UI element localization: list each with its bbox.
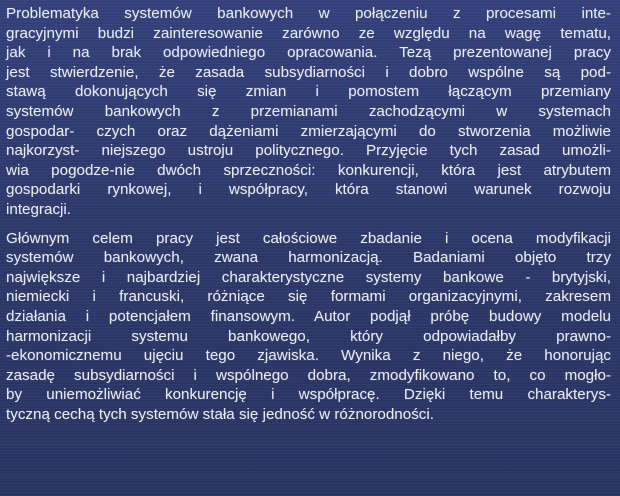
text-line: harmonizacji systemu bankowego, który odpowiadałby prawno- <box>6 327 611 345</box>
paragraph-1 <box>6 4 611 220</box>
text-line: by uniemożliwiać konkurencję i współpracę. Dzięki temu charakterys- <box>6 386 611 404</box>
text-line: niemiecki i francuski, różniące się formami organizacyjnymi, zakresem <box>6 288 611 306</box>
text-line: zasadę subsydiarności i wspólnego dobra, zmodyfikowano to, co mogło- <box>6 366 611 384</box>
text-line: integracji. <box>6 200 71 218</box>
text-line: działania i potencjałem finansowym. Autor podjął próbę budowy modelu <box>6 307 611 325</box>
text-line: -ekonomicznemu ujęciu tego zjawiska. Wynika z niego, że honorując <box>6 347 611 365</box>
text-line: Głównym celem pracy jest całościowe zbadanie i ocena modyfikacji <box>6 229 611 247</box>
text-line: największe i najbardziej charakterystyczne systemy bankowe - brytyjski, <box>6 268 611 286</box>
text-line: Problematyka systemów bankowych w połączeniu z procesami inte- <box>6 5 611 22</box>
text-line: systemów bankowych z przemianami zachodzącymi w systemach <box>6 102 611 120</box>
text-line: gospodar- czych oraz dążeniami zmierzającymi do stworzenia możliwie <box>6 122 611 140</box>
text-line: jak i na brak odpowiedniego opracowania. Tezą prezentowanej pracy <box>6 44 611 62</box>
paragraph-2 <box>6 229 611 425</box>
text-line: wia pogodze-nie dwóch sprzeczności: konkurencji, która jest atrybutem <box>6 161 611 179</box>
text-line: gospodarki rynkowej, i współpracy, która stanowi warunek rozwoju <box>6 181 611 199</box>
text-line: tyczną cechą tych systemów stała się jedność w różnorodności. <box>6 405 434 423</box>
text-line: jest stwierdzenie, że zasada subsydiarności i dobro wspólne są pod- <box>6 63 611 81</box>
text-line: gracyjnymi budzi zainteresowanie zarówno ze względu na wagę tematu, <box>6 24 611 42</box>
document-body <box>6 4 611 424</box>
text-line: stawą dokonujących się zmian i pomostem łączącym przemiany <box>6 83 611 101</box>
text-line: najkorzyst- niejszego ustroju politycznego. Przyjęcie tych zasad umożli- <box>6 142 611 160</box>
text-line: systemów bankowych, zwana harmonizacją. Badaniami objęto trzy <box>6 249 611 267</box>
